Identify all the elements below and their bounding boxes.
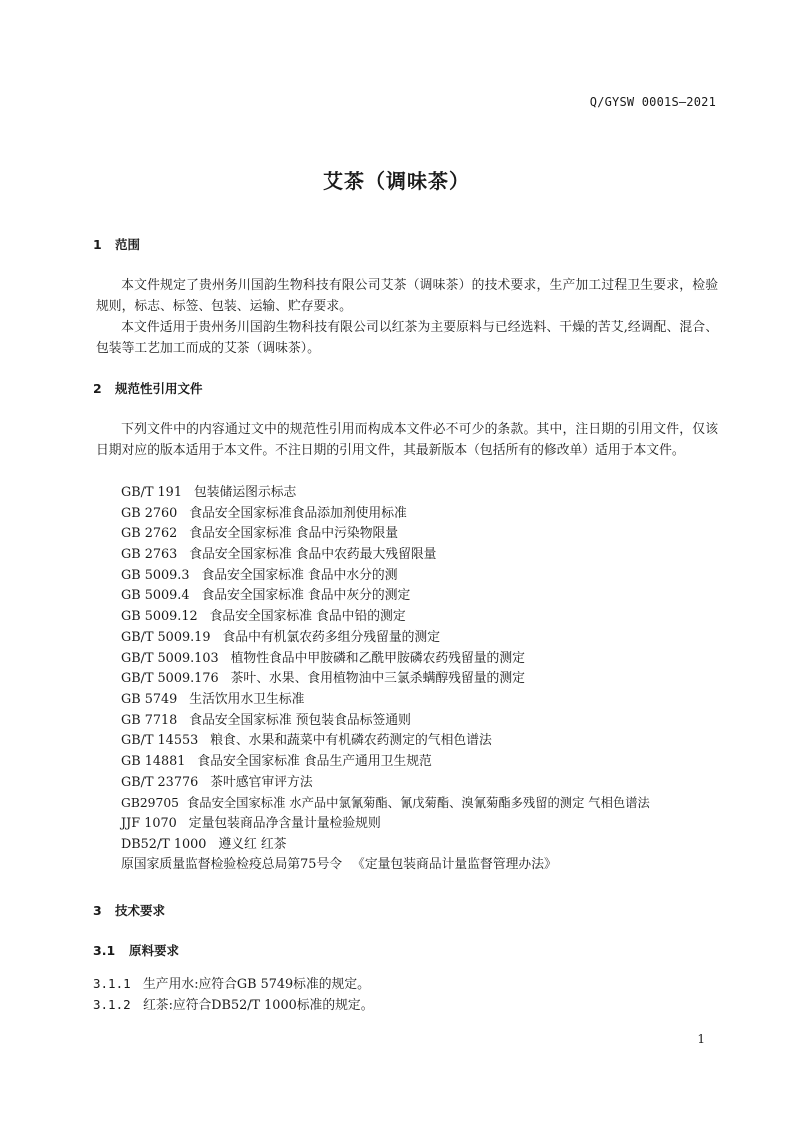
reference-code: JJF 1070 xyxy=(121,816,177,831)
reference-code: GB/T 23776 xyxy=(121,774,199,790)
reference-item xyxy=(121,586,731,607)
section-title: 范围 xyxy=(115,237,141,252)
reference-item xyxy=(121,649,731,670)
reference-item xyxy=(121,731,731,752)
reference-code: GB/T 5009.103 xyxy=(121,650,219,666)
reference-code: GB 2763 xyxy=(121,547,178,563)
reference-code: DB52/T 1000 xyxy=(121,836,207,852)
reference-title: 食品安全国家标准 食品中污染物限量 xyxy=(189,526,399,542)
clause-number: 3.1.1 xyxy=(93,976,131,991)
section-heading-technical xyxy=(93,901,165,919)
reference-code: GB/T 5009.176 xyxy=(121,671,219,687)
reference-title: 食品安全国家标准 预包装食品标签通则 xyxy=(189,712,411,728)
normative-intro xyxy=(96,419,718,461)
reference-item xyxy=(121,545,731,566)
reference-list xyxy=(121,483,731,876)
reference-title: 食品安全国家标准食品添加剂使用标准 xyxy=(189,505,407,521)
section-number: 2 xyxy=(93,381,102,396)
reference-item xyxy=(121,566,731,587)
reference-title: 粮食、水果和蔬菜中有机磷农药测定的气相色谱法 xyxy=(210,733,492,749)
reference-item xyxy=(121,752,731,773)
reference-item xyxy=(121,835,731,856)
reference-title: 食品安全国家标准 食品中水分的测 xyxy=(201,567,398,583)
paragraph-text: 下列文件中的内容通过文中的规范性引用而构成本文件必不可少的条款。其中，注日期的引用文件，仅该日期对应的版本适用于本文件。不注日期的引用文件，其最新版本（包括所有的修改单）适用于本文件。 xyxy=(96,422,718,458)
reference-item xyxy=(121,773,731,794)
reference-item xyxy=(121,669,731,690)
reference-title: 定量包装商品净含量计量检验规则 xyxy=(188,816,381,831)
reference-code: GB/T 191 xyxy=(121,485,182,500)
subsection-number: 3.1 xyxy=(93,943,116,958)
clause-item xyxy=(93,973,370,992)
scope-paragraph-1 xyxy=(96,275,718,317)
section-number: 1 xyxy=(93,237,102,252)
reference-item xyxy=(121,814,731,835)
reference-code: GB 2762 xyxy=(121,526,178,542)
reference-title: 食品安全国家标准 食品中铅的测定 xyxy=(209,609,406,625)
reference-title: 食品安全国家标准 食品生产通用卫生规范 xyxy=(197,753,432,769)
reference-code: GB/T 14553 xyxy=(121,733,199,749)
reference-item xyxy=(121,607,731,628)
paragraph-text: 本文件规定了贵州务川国韵生物科技有限公司艾茶（调味茶）的技术要求，生产加工过程卫生要求，检验规则，标志、标签、包装、运输、贮存要求。 xyxy=(96,278,718,314)
clause-item xyxy=(93,994,374,1013)
reference-item xyxy=(121,690,731,711)
reference-code: GB 7718 xyxy=(121,712,178,728)
reference-item xyxy=(121,711,731,732)
paragraph-text: 本文件适用于贵州务川国韵生物科技有限公司以红茶为主要原料与已经选料、干燥的苦艾,经调配、混合、包装等工艺加工而成的艾茶（调味茶）。 xyxy=(96,320,718,356)
section-title: 规范性引用文件 xyxy=(115,381,203,396)
clause-text: 生产用水:应符合GB 5749标准的规定。 xyxy=(143,977,370,992)
reference-code: GB 2760 xyxy=(121,505,178,521)
clause-text: 红茶:应符合DB52/T 1000标准的规定。 xyxy=(143,998,374,1013)
reference-title: 食品安全国家标准 食品中农药最大残留限量 xyxy=(189,547,437,563)
reference-title: 茶叶、水果、食用植物油中三氯杀螨醇残留量的测定 xyxy=(230,671,525,687)
reference-code: GB/T 5009.19 xyxy=(121,629,211,645)
reference-item xyxy=(121,483,731,504)
reference-item xyxy=(121,855,731,876)
section-heading-scope xyxy=(93,235,140,253)
reference-title: 食品中有机氯农药多组分残留量的测定 xyxy=(222,629,441,645)
subsection-heading-materials xyxy=(93,941,179,959)
reference-title: 遵义红 红茶 xyxy=(218,836,287,852)
reference-code: GB 14881 xyxy=(121,753,186,769)
reference-code: 原国家质量监督检验检疫总局第75号令 xyxy=(121,857,343,873)
reference-item xyxy=(121,793,731,814)
page-title: 艾茶（调味茶） xyxy=(323,169,470,193)
subsection-title: 原料要求 xyxy=(129,943,180,958)
reference-title: 食品安全国家标准 食品中灰分的测定 xyxy=(201,588,411,604)
reference-title: 植物性食品中甲胺磷和乙酰甲胺磷农药残留量的测定 xyxy=(230,650,525,666)
reference-code: GB 5749 xyxy=(121,691,178,707)
reference-code: GB29705 xyxy=(121,796,179,811)
section-heading-normative xyxy=(93,379,203,397)
reference-code: GB 5009.12 xyxy=(121,609,198,625)
reference-item xyxy=(121,524,731,545)
section-title: 技术要求 xyxy=(115,903,166,918)
reference-title: 食品安全国家标准 水产品中氯氰菊酯、氰戊菊酯、溴氰菊酯多残留的测定 气相色谱法 xyxy=(186,796,650,811)
reference-title: 包装储运图示标志 xyxy=(193,485,297,500)
reference-title: 茶叶感官审评方法 xyxy=(210,774,313,790)
document-code: Q/GYSW 0001S—2021 xyxy=(589,95,716,109)
section-number: 3 xyxy=(93,903,102,918)
reference-code: GB 5009.3 xyxy=(121,567,190,583)
reference-code: GB 5009.4 xyxy=(121,588,190,604)
reference-title: 《定量包装商品计量监督管理办法》 xyxy=(352,857,557,873)
scope-paragraph-2 xyxy=(96,317,718,359)
reference-title: 生活饮用水卫生标准 xyxy=(189,691,305,707)
clause-number: 3.1.2 xyxy=(93,997,131,1012)
reference-item xyxy=(121,628,731,649)
reference-item xyxy=(121,504,731,525)
page-number: 1 xyxy=(697,1032,705,1046)
